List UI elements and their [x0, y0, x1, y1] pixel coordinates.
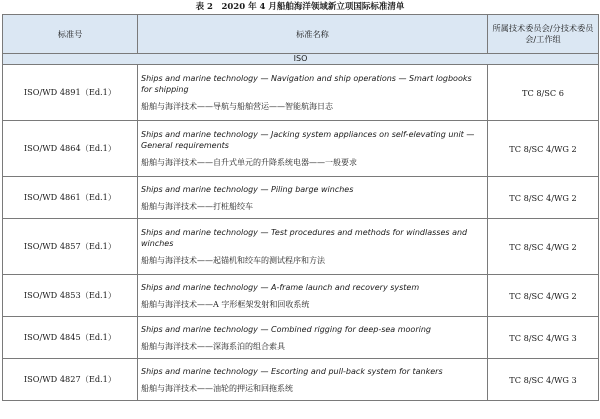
standard-name	[138, 359, 488, 401]
standard-name	[138, 275, 488, 317]
standard-name-zh: 船舶与海洋技术——自升式单元的升降系统电器——一般要求	[141, 158, 357, 167]
committee: TC 8/SC 4/WG 2	[488, 177, 599, 219]
standard-name-en: Ships and marine technology — Piling barge winches	[141, 184, 354, 194]
standard-name	[138, 317, 488, 359]
standard-number: ISO/WD 4845（Ed.1）	[3, 317, 138, 359]
standard-name	[138, 121, 488, 177]
table-row	[3, 275, 599, 317]
standard-name	[138, 219, 488, 275]
standard-name-zh: 船舶与海洋技术——导航与船舶营运——智能航海日志	[141, 102, 333, 111]
table-row	[3, 219, 599, 275]
table-row	[3, 65, 599, 121]
header-number: 标准号	[3, 15, 138, 54]
standard-number: ISO/WD 4891（Ed.1）	[3, 65, 138, 121]
standard-name-zh: 船舶与海洋技术——打桩船绞车	[141, 201, 253, 211]
standard-name-en: Ships and marine technology — A-frame launch and recovery system	[141, 282, 420, 292]
committee: TC 8/SC 4/WG 2	[488, 275, 599, 317]
header-committee: 所属技术委员会/分技术委员会/工作组	[488, 15, 599, 54]
table-row	[3, 121, 599, 177]
table-row	[3, 177, 599, 219]
standard-name-zh: 船舶与海洋技术——A 字形框架发射和回收系统	[141, 299, 310, 309]
standard-name-en: Ships and marine technology — Escorting and pull-back system for tankers	[141, 366, 443, 376]
group-label: ISO	[3, 54, 599, 65]
standards-table	[2, 14, 599, 401]
standard-number: ISO/WD 4827（Ed.1）	[3, 359, 138, 401]
standard-number: ISO/WD 4857（Ed.1）	[3, 219, 138, 275]
standard-name-en: Ships and marine technology — Test procedures and methods for windlasses and winches	[141, 228, 468, 248]
standard-name-zh: 船舶与海洋技术——深海系泊的组合索具	[141, 341, 285, 351]
committee: TC 8/SC 6	[488, 65, 599, 121]
standard-name-zh: 船舶与海洋技术——起锚机和绞车的测试程序和方法	[141, 256, 325, 265]
table-row	[3, 317, 599, 359]
table-caption: 表 2 2020 年 4 月船舶海洋领域新立项国际标准清单	[195, 2, 405, 12]
standard-name-en: Ships and marine technology — Navigation and ship operations — Smart logbooks for shipping	[141, 74, 472, 94]
table-row	[3, 359, 599, 401]
table-header-row	[3, 15, 599, 54]
committee: TC 8/SC 4/WG 2	[488, 121, 599, 177]
group-row	[3, 54, 599, 65]
committee: TC 8/SC 4/WG 2	[488, 219, 599, 275]
standard-number: ISO/WD 4861（Ed.1）	[3, 177, 138, 219]
header-name: 标准名称	[138, 15, 488, 54]
standard-name-en: Ships and marine technology — Jacking system appliances on self-elevating unit — General requirements	[141, 130, 475, 150]
standard-number: ISO/WD 4853（Ed.1）	[3, 275, 138, 317]
standard-number: ISO/WD 4864（Ed.1）	[3, 121, 138, 177]
standard-name	[138, 65, 488, 121]
standard-name-en: Ships and marine technology — Combined rigging for deep-sea mooring	[141, 324, 431, 334]
standard-name-zh: 船舶与海洋技术——油轮的押运和回拖系统	[141, 383, 293, 393]
committee: TC 8/SC 4/WG 3	[488, 359, 599, 401]
standard-name	[138, 177, 488, 219]
committee: TC 8/SC 4/WG 3	[488, 317, 599, 359]
